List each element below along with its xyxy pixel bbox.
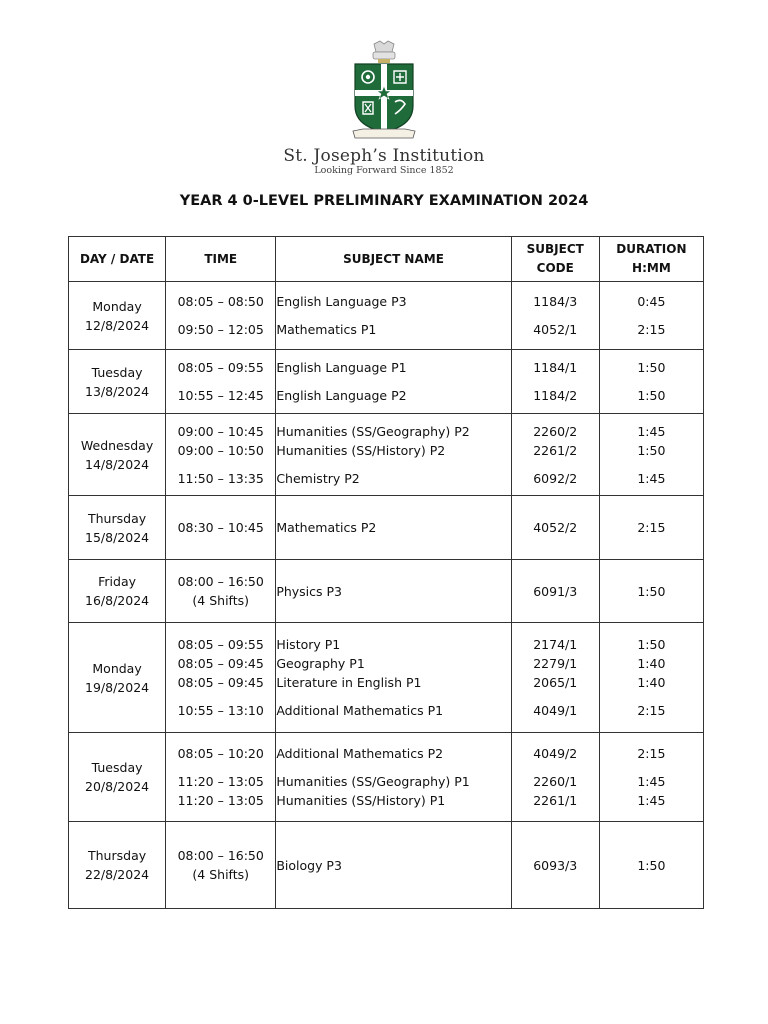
day-date-cell: Thursday 15/8/2024 — [69, 496, 166, 560]
table-row — [69, 822, 704, 909]
time-cell: 08:05 – 08:50 09:50 – 12:05 — [166, 282, 276, 350]
table-header-row — [69, 237, 704, 282]
table-row — [69, 350, 704, 414]
duration-cell: 1:50 — [599, 822, 703, 909]
subject-cell: English Language P3 Mathematics P1 — [276, 282, 511, 350]
day-date-cell: Monday 19/8/2024 — [69, 623, 166, 733]
header-duration: DURATION H:MM — [599, 237, 703, 282]
subject-cell: Physics P3 — [276, 560, 511, 623]
exam-schedule-table — [68, 236, 704, 909]
duration-cell: 1:50 — [599, 560, 703, 623]
duration-cell: 0:45 2:15 — [599, 282, 703, 350]
time-cell: 09:00 – 10:45 09:00 – 10:50 11:50 – 13:35 — [166, 414, 276, 496]
table-row — [69, 623, 704, 733]
subject-cell: Additional Mathematics P2 Humanities (SS/Geography) P1 Humanities (SS/History) P1 — [276, 733, 511, 822]
subject-cell: History P1 Geography P1 Literature in English P1 Additional Mathematics P1 — [276, 623, 511, 733]
table-row — [69, 560, 704, 623]
subject-cell: Mathematics P2 — [276, 496, 511, 560]
day-date-cell: Tuesday 13/8/2024 — [69, 350, 166, 414]
code-cell: 6093/3 — [511, 822, 599, 909]
time-cell: 08:05 – 09:55 08:05 – 09:45 08:05 – 09:45 10:55 – 13:10 — [166, 623, 276, 733]
day-date-cell: Friday 16/8/2024 — [69, 560, 166, 623]
code-cell: 6091/3 — [511, 560, 599, 623]
institution-tagline: Looking Forward Since 1852 — [314, 165, 454, 176]
header-subject-code: SUBJECT CODE — [511, 237, 599, 282]
day-date-cell: Thursday 22/8/2024 — [69, 822, 166, 909]
table-row — [69, 496, 704, 560]
duration-cell: 1:50 1:40 1:40 2:15 — [599, 623, 703, 733]
duration-cell: 2:15 1:45 1:45 — [599, 733, 703, 822]
institution-name: St. Joseph’s Institution — [283, 146, 485, 166]
school-logo — [0, 40, 768, 176]
code-cell: 4049/2 2260/1 2261/1 — [511, 733, 599, 822]
table-row — [69, 282, 704, 350]
code-cell: 1184/1 1184/2 — [511, 350, 599, 414]
subject-cell: English Language P1 English Language P2 — [276, 350, 511, 414]
duration-cell: 1:45 1:50 1:45 — [599, 414, 703, 496]
subject-cell: Biology P3 — [276, 822, 511, 909]
header-subject-name: SUBJECT NAME — [276, 237, 511, 282]
school-crest-icon — [347, 40, 421, 142]
subject-cell: Humanities (SS/Geography) P2 Humanities (SS/History) P2 Chemistry P2 — [276, 414, 511, 496]
time-cell: 08:00 – 16:50 (4 Shifts) — [166, 560, 276, 623]
time-cell: 08:05 – 09:55 10:55 – 12:45 — [166, 350, 276, 414]
day-date-cell: Monday 12/8/2024 — [69, 282, 166, 350]
page-title: YEAR 4 0-LEVEL PRELIMINARY EXAMINATION 2024 — [179, 193, 589, 209]
day-date-cell: Tuesday 20/8/2024 — [69, 733, 166, 822]
day-date-cell: Wednesday 14/8/2024 — [69, 414, 166, 496]
table-row — [69, 414, 704, 496]
code-cell: 1184/3 4052/1 — [511, 282, 599, 350]
time-cell: 08:30 – 10:45 — [166, 496, 276, 560]
code-cell: 4052/2 — [511, 496, 599, 560]
table-row — [69, 733, 704, 822]
time-cell: 08:00 – 16:50 (4 Shifts) — [166, 822, 276, 909]
duration-cell: 1:50 1:50 — [599, 350, 703, 414]
time-cell: 08:05 – 10:20 11:20 – 13:05 11:20 – 13:05 — [166, 733, 276, 822]
code-cell: 2260/2 2261/2 6092/2 — [511, 414, 599, 496]
code-cell: 2174/1 2279/1 2065/1 4049/1 — [511, 623, 599, 733]
header-time: TIME — [166, 237, 276, 282]
duration-cell: 2:15 — [599, 496, 703, 560]
header-day-date: DAY / DATE — [69, 237, 166, 282]
